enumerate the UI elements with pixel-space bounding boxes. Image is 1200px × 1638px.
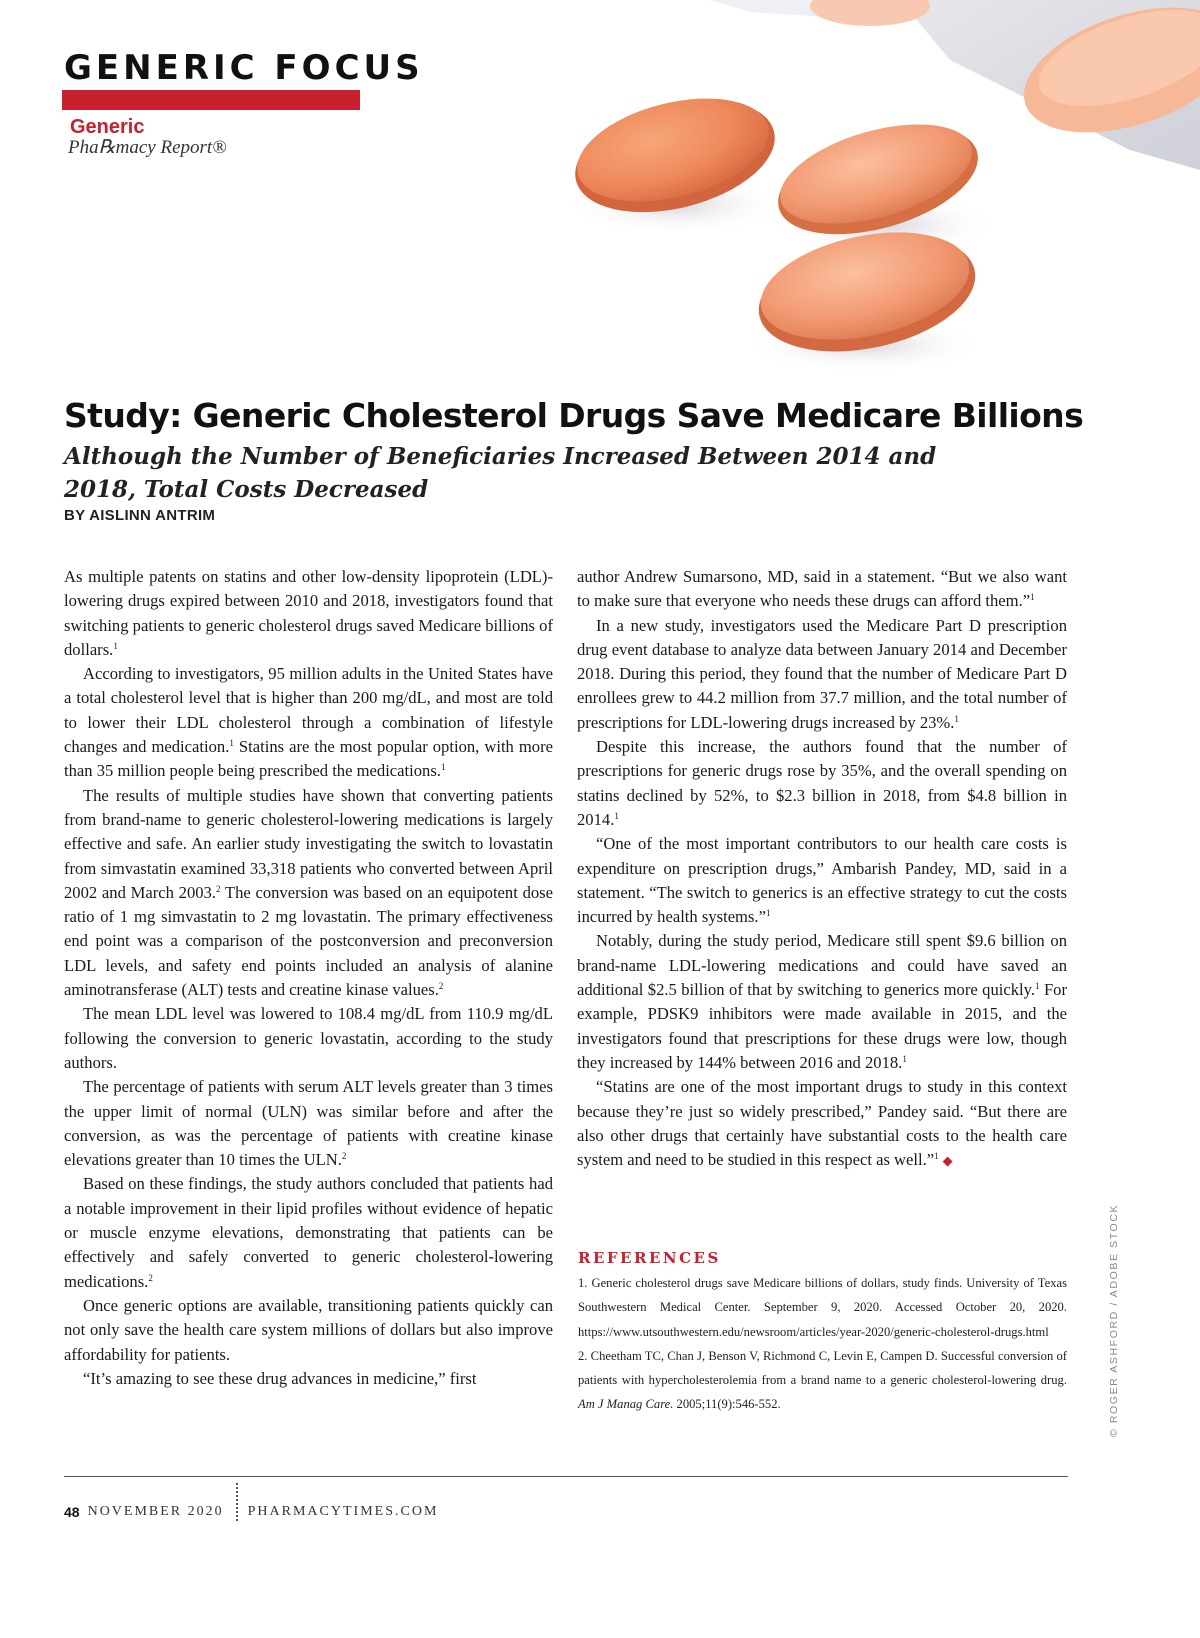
reference-item: 1. Generic cholesterol drugs save Medicare billions of dollars, study finds. University of Texas Southwestern Medical Center. September 9, 2020. Accessed October 20, 2020. https://www.utsouthwestern.edu/newsroom/articles/year-2020/generic-cholesterol-drugs.html	[578, 1276, 1067, 1339]
paragraph: As multiple patents on statins and other low-density lipoprotein (LDL)-lowering drugs expired between 2010 and 2018, investigators found that switching patients to generic cholesterol drugs saved Medicare billions of dollars.$^1$	[64, 567, 553, 659]
footer-rule	[64, 1476, 1068, 1477]
site-link[interactable]: PHARMACYTIMES.COM	[247, 1504, 439, 1519]
section-title: GENERIC FOCUS	[64, 48, 424, 88]
paragraph: “Statins are one of the most important drugs to study in this context because they’re just so widely prescribed,” Pandey said. “But there are also other drugs that certainly have substantial costs to the health care system and need to be studied in this respect as well.”$^1$ ◆	[577, 1077, 1067, 1170]
references-list	[578, 1271, 1067, 1417]
page-number: 48	[64, 1504, 80, 1520]
paragraph: Once generic options are available, transitioning patients quickly can not only save the health care system millions of dollars but also improve affordability for patients.	[64, 1295, 553, 1364]
footer-divider	[236, 1483, 238, 1521]
article-subhead: Although the Number of Beneficiaries Increased Between 2014 and 2018, Total Costs Decreased	[64, 443, 937, 503]
body-column-left	[64, 565, 553, 1391]
paragraph: The percentage of patients with serum ALT levels greater than 3 times the upper limit of normal (ULN) was similar before and after the conversion, as was the percentage of patients with creatine kinase elevations greater than 10 times the ULN.$^2$	[64, 1077, 553, 1170]
paragraph: Notably, during the study period, Medicare still spent $9.6 billion on brand-name LDL-lowering medications and could have saved an additional $2.5 billion of that by switching to generics more quickly.$^1$ For example, PDSK9 inhibitors were made available in 2015, and the investigators found that prescriptions for these drugs were low, though they increased by 144% between 2016 and 2018.$^1$	[577, 931, 1067, 1072]
paragraph: “It’s amazing to see these drug advances in medicine,” first	[83, 1368, 477, 1388]
article-headline: Study: Generic Cholesterol Drugs Save Medicare Billions	[64, 396, 1084, 435]
paragraph: In a new study, investigators used the Medicare Part D prescription drug event database to analyze data between January 2014 and December 2018. During this period, they found that the number of Medicare Part D enrollees grew to 44.2 million from 37.7 million, and the total number of prescriptions for LDL-lowering drugs increased by 23%.$^1$	[577, 615, 1067, 732]
publication-logo	[68, 116, 227, 158]
section-red-bar	[62, 90, 360, 110]
paragraph: Despite this increase, the authors found that the number of prescriptions for generic drugs rose by 35%, and the overall spending on statins declined by 52%, to $2.3 billion in 2018, from $4.8 billion in 2014.$^1$	[577, 737, 1067, 829]
body-column-right	[577, 565, 1067, 1173]
pills-photo	[570, 0, 1200, 370]
logo-line1: Generic	[70, 116, 145, 138]
article-byline: BY AISLINN ANTRIM	[64, 507, 216, 524]
photo-credit: © ROGER ASHFORD / ADOBE STOCK	[1108, 1203, 1120, 1437]
paragraph: Based on these findings, the study authors concluded that patients had a notable improvement in their lipid profiles without evidence of hepatic or muscle enzyme elevations, demonstrating that patients can be effectively and safely converted to generic cholesterol-lowering medications.$^2$	[64, 1174, 553, 1291]
logo-line2: Pha℞macy Report®	[68, 137, 227, 158]
reference-item: 2. Cheetham TC, Chan J, Benson V, Richmond C, Levin E, Campen D. Successful conversion of patients with hypercholesterolemia from a brand name to a generic cholesterol-lowering drug. Am J Manag Care. 2005;11(9):546-552.	[578, 1348, 1067, 1412]
page-footer	[64, 1493, 438, 1531]
paragraph: According to investigators, 95 million adults in the United States have a total cholesterol level that is higher than 200 mg/dL, and most are told to lower their LDL cholesterol through a combination of lifestyle changes and medication.$^1$ Statins are the most popular option, with more than 35 million people being prescribed the medications.$^1$	[64, 664, 553, 781]
paragraph: “One of the most important contributors to our health care costs is expenditure on prescription drugs,” Ambarish Pandey, MD, said in a statement. “The switch to generics is an effective strategy to cut the costs incurred by health systems.”$^1$	[577, 834, 1067, 927]
paragraph: The results of multiple studies have shown that converting patients from brand-name to generic cholesterol-lowering medications is largely effective and safe. An earlier study investigating the switch to lovastatin from simvastatin examined 33,318 patients who converted between April 2002 and March 2003.$^2$ The conversion was based on an equipotent dose ratio of 1 mg simvastatin to 2 mg lovastatin. The primary effectiveness end point was a comparison of the postconversion and preconversion LDL levels, and safety end points included an analysis of alanine aminotransferase (ALT) tests and creatine kinase values.$^2$	[64, 785, 553, 1000]
paragraph: author Andrew Sumarsono, MD, said in a statement. “But we also want to make sure that everyone who needs these drugs can afford them.”$^1$	[577, 567, 1067, 611]
issue-date: NOVEMBER 2020	[87, 1504, 224, 1519]
references-title: REFERENCES	[578, 1249, 721, 1267]
diamond-icon: ◆	[942, 1153, 953, 1169]
paragraph: The mean LDL level was lowered to 108.4 mg/dL from 110.9 mg/dL following the conversion to generic lovastatin, according to the study authors.	[64, 1004, 553, 1072]
